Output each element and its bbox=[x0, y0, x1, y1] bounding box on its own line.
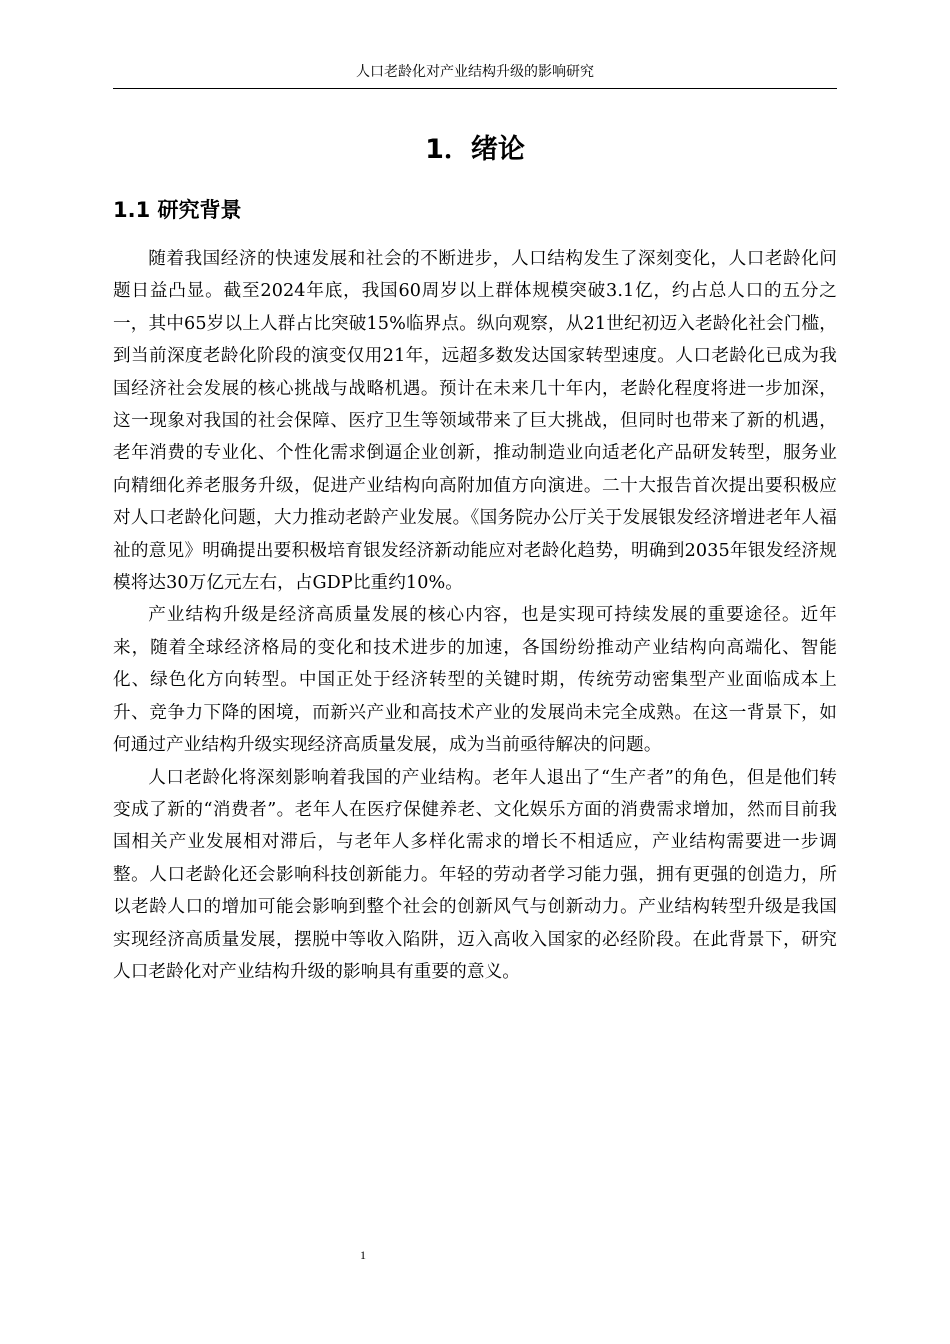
chapter-title: 1．绪论 bbox=[425, 134, 525, 165]
running-header: 人口老龄化对产业结构升级的影响研究 bbox=[356, 64, 594, 80]
page-number: 1 bbox=[360, 1248, 366, 1262]
header-rule bbox=[113, 88, 837, 89]
section-heading: 1.1 研究背景 bbox=[113, 198, 242, 222]
paragraph: 产业结构升级是经济高质量发展的核心内容，也是实现可持续发展的重要途径。近年来，随着全球经济格局的变化和技术进步的加速，各国纷纷推动产业结构向高端化、智能化、绿色化方向转型。中国正处于经济转型的关键时期，传统劳动密集型产业面临成本上升、竞争力下降的困境，而新兴产业和高技术产业的发展尚未完全成熟。在这一背景下，如何通过产业结构升级实现经济高质量发展，成为当前亟待解决的问题。 bbox=[113, 605, 837, 756]
paragraph: 随着我国经济的快速发展和社会的不断进步，人口结构发生了深刻变化，人口老龄化问题日益凸显。截至2024年底，我国60周岁以上群体规模突破3.1亿，约占总人口的五分之一，其中65岁以上人群占比突破15%临界点。纵向观察，从21世纪初迈入老龄化社会门槛，到当前深度老龄化阶段的演变仅用21年，远超多数发达国家转型速度。人口老龄化已成为我国经济社会发展的核心挑战与战略机遇。预计在未来几十年内，老龄化程度将进一步加深，这一现象对我国的社会保障、医疗卫生等领域带来了巨大挑战，但同时也带来了新的机遇，老年消费的专业化、个性化需求倒逼企业创新，推动制造业向适老化产品研发转型，服务业向精细化养老服务升级，促进产业结构向高附加值方向演进。二十大报告首次提出要积极应对人口老龄化问题，大力推动老龄产业发展。《国务院办公厅关于发展银发经济增进老年人福祉的意见》明确提出要积极培育银发经济新动能应对老龄化趋势，明确到2035年银发经济规模将达30万亿元左右，占GDP比重约10%。 bbox=[113, 249, 837, 594]
body-text bbox=[113, 243, 837, 988]
paragraph: 人口老龄化将深刻影响着我国的产业结构。老年人退出了“生产者”的角色，但是他们转变成了新的“消费者”。老年人在医疗保健养老、文化娱乐方面的消费需求增加，然而目前我国相关产业发展相对滞后，与老年人多样化需求的增长不相适应，产业结构需要进一步调整。人口老龄化还会影响科技创新能力。年轻的劳动者学习能力强，拥有更强的创造力，所以老龄人口的增加可能会影响到整个社会的创新风气与创新动力。产业结构转型升级是我国实现经济高质量发展，摆脱中等收入陷阱，迈入高收入国家的必经阶段。在此背景下，研究人口老龄化对产业结构升级的影响具有重要的意义。 bbox=[113, 767, 837, 982]
